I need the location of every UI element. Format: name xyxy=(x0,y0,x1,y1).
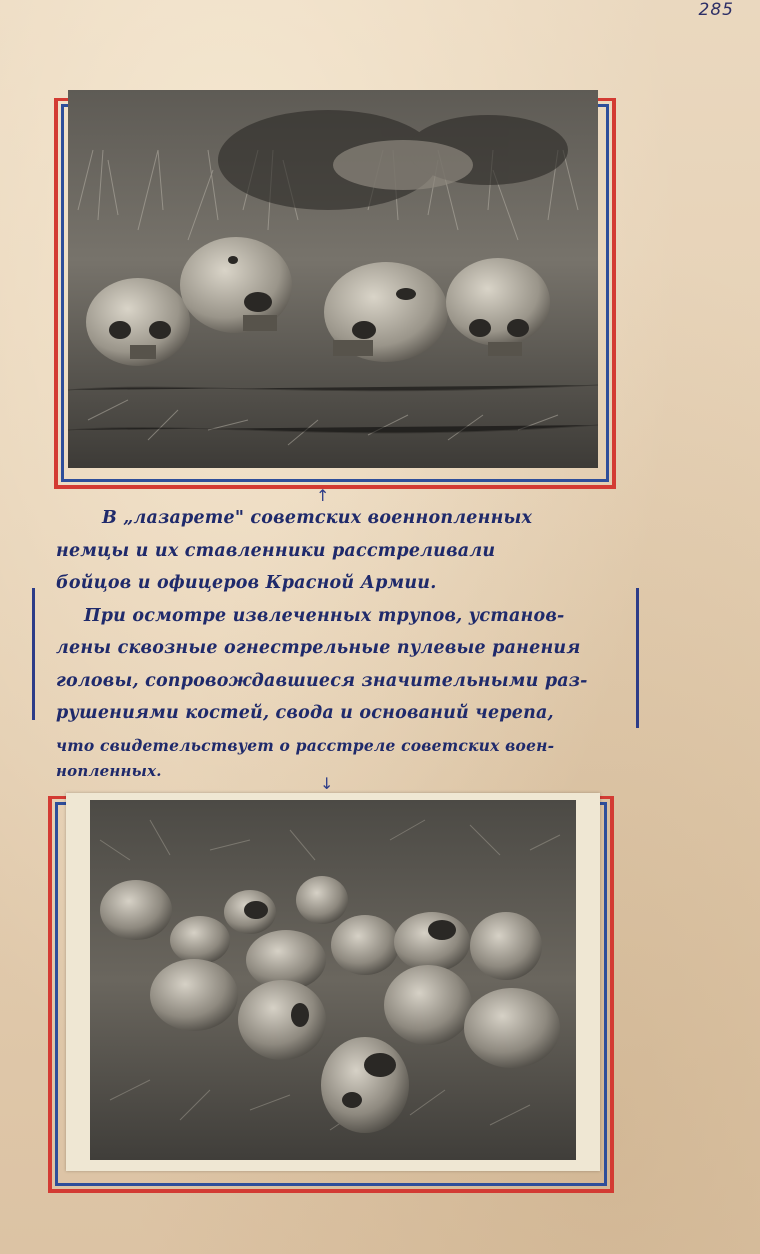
top-photo xyxy=(68,90,598,468)
caption-line: немцы и их ставленники расстреливали xyxy=(56,540,496,561)
right-ink-bar xyxy=(636,588,639,728)
caption-text xyxy=(56,502,616,780)
caption-line: При осмотре извлеченных трупов, установ- xyxy=(84,605,565,626)
caption-line: лены сквозные огнестрельные пулевые ранения xyxy=(56,638,581,658)
caption-line: бойцов и офицеров Красной Армии. xyxy=(56,573,437,593)
caption-line: В „лазарете" советских военнопленных xyxy=(102,508,533,528)
page-number: 285 xyxy=(698,0,734,20)
up-arrow-mark: ↑ xyxy=(316,486,330,505)
caption-line: что свидетельствует о расстреле советских воен- xyxy=(56,735,555,755)
caption-line: головы, сопровождавшиеся значительными раз- xyxy=(56,670,588,691)
caption-line: рушениями костей, свода и оснований черепа, xyxy=(56,703,554,723)
down-arrow-mark: ↓ xyxy=(320,774,334,793)
bottom-photo xyxy=(90,800,576,1160)
caption-line: нопленных. xyxy=(56,762,162,780)
left-ink-bar xyxy=(32,588,35,720)
